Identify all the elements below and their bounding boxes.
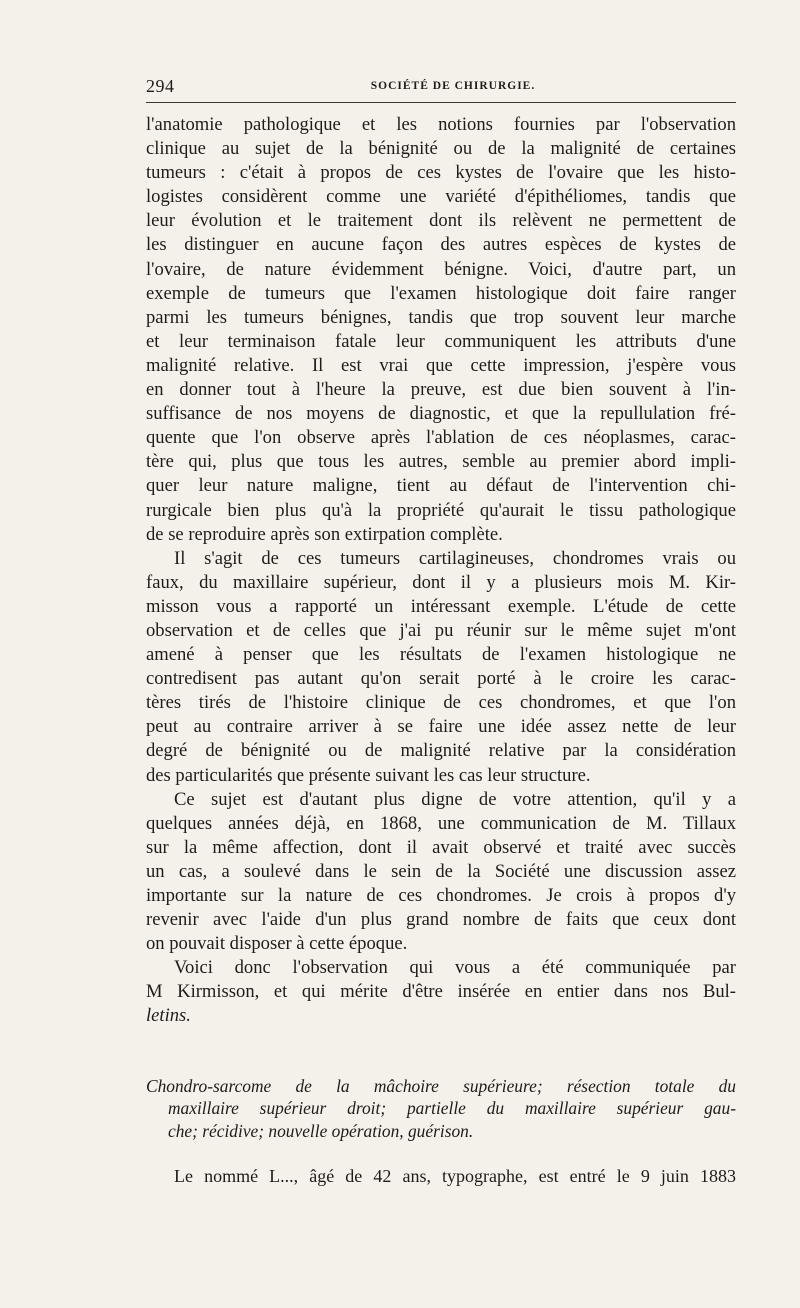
text-line: de se reproduire après son extirpation complète. bbox=[146, 523, 503, 545]
running-head bbox=[146, 70, 736, 103]
text-line: exemple de tumeurs que l'examen histologique doit faire ranger bbox=[146, 282, 736, 304]
page-number: 294 bbox=[146, 76, 175, 96]
text-line: degré de bénignité ou de malignité relative par la considération bbox=[146, 740, 736, 762]
observation-title bbox=[146, 1075, 736, 1143]
title-line: Chondro-sarcome de la mâchoire supérieure; résection totale du bbox=[146, 1075, 736, 1096]
text-line: des particularités que présente suivant les cas leur structure. bbox=[146, 764, 591, 786]
text-line: sur la même affection, dont il avait observé et traité avec succès bbox=[146, 836, 736, 858]
paragraph-4 bbox=[146, 956, 736, 1028]
text-line: tumeurs : c'était à propos de ces kystes de l'ovaire que les histo- bbox=[146, 162, 736, 184]
text-line: clinique au sujet de la bénignité ou de la malignité de certaines bbox=[146, 138, 736, 160]
text-line: et leur terminaison fatale leur communiquent les attributs d'une bbox=[146, 330, 736, 352]
text-line: Ce sujet est d'autant plus digne de votre attention, qu'il y a bbox=[174, 788, 736, 810]
text-line: l'anatomie pathologique et les notions fournies par l'observation bbox=[146, 114, 736, 135]
title-line: maxillaire supérieur droit; partielle du maxillaire supérieur gau- bbox=[168, 1098, 736, 1119]
text-line: faux, du maxillaire supérieur, dont il y a plusieurs mois M. Kir- bbox=[146, 571, 736, 593]
text-line: misson vous a rapporté un intéressant exemple. L'étude de cette bbox=[146, 595, 736, 617]
text-line: tère qui, plus que tous les autres, semble au premier abord impli- bbox=[146, 451, 736, 473]
text-line: logistes considèrent comme une variété d'épithéliomes, tandis que bbox=[146, 186, 736, 208]
text-line: revenir avec l'aide d'un plus grand nombre de faits que ceux dont bbox=[146, 909, 736, 931]
text-line: tères tirés de l'histoire clinique de ces chondromes, et que l'on bbox=[146, 692, 736, 714]
text-line: un cas, a soulevé dans le sein de la Société une discussion assez bbox=[146, 860, 736, 882]
text-line: les distinguer en aucune façon des autres espèces de kystes de bbox=[146, 234, 736, 256]
text-line: quente que l'on observe après l'ablation de ces néoplasmes, carac- bbox=[146, 427, 736, 449]
paragraph-1 bbox=[146, 113, 736, 547]
paragraph-3 bbox=[146, 788, 736, 957]
text-line: l'ovaire, de nature évidemment bénigne. Voici, d'autre part, un bbox=[146, 258, 736, 280]
text-line: letins. bbox=[146, 1005, 191, 1027]
text-line: leur évolution et le traitement dont ils relèvent ne permettent de bbox=[146, 210, 736, 232]
text-line: on pouvait disposer à cette époque. bbox=[146, 933, 408, 955]
text-line: observation et de celles que j'ai pu réunir sur le même sujet m'ont bbox=[146, 619, 736, 641]
text-line: importante sur la nature de ces chondromes. Je crois à propos d'y bbox=[146, 885, 736, 906]
text-line: suffisance de nos moyens de diagnostic, et que la repullulation fré- bbox=[146, 403, 736, 425]
text-line: contredisent pas autant qu'on serait porté à le croire les carac- bbox=[146, 668, 736, 690]
title-line: che; récidive; nouvelle opération, guérison. bbox=[168, 1120, 474, 1141]
text-line: M Kirmisson, et qui mérite d'être insérée en entier dans nos Bul- bbox=[146, 981, 736, 1003]
running-title: SOCIÉTÉ DE CHIRURGIE. bbox=[370, 80, 536, 92]
text-line: parmi les tumeurs bénignes, tandis que trop souvent leur marche bbox=[146, 306, 736, 328]
text-line: en donner tout à l'heure la preuve, est due bien souvent à l'in- bbox=[146, 379, 736, 401]
text-line: rurgicale bien plus qu'à la propriété qu'aurait le tissu pathologique bbox=[146, 499, 736, 521]
text-line: quer leur nature maligne, tient au défaut de l'intervention chi- bbox=[146, 475, 736, 497]
text-line: quelques années déjà, en 1868, une communication de M. Tillaux bbox=[146, 812, 736, 834]
document-page bbox=[146, 70, 736, 1188]
text-line: amené à penser que les résultats de l'examen histologique ne bbox=[146, 644, 736, 666]
paragraph-2 bbox=[146, 547, 736, 788]
text-line: Voici donc l'observation qui vous a été communiquée par bbox=[174, 957, 736, 979]
text-line: Il s'agit de ces tumeurs cartilagineuses, chondromes vrais ou bbox=[174, 547, 736, 569]
text-line: malignité relative. Il est vrai que cette impression, j'espère vous bbox=[146, 354, 736, 376]
final-line: Le nommé L..., âgé de 42 ans, typographe, est entré le 9 juin 1883 bbox=[174, 1166, 736, 1187]
text-line: peut au contraire arriver à se faire une idée assez nette de leur bbox=[146, 716, 736, 738]
